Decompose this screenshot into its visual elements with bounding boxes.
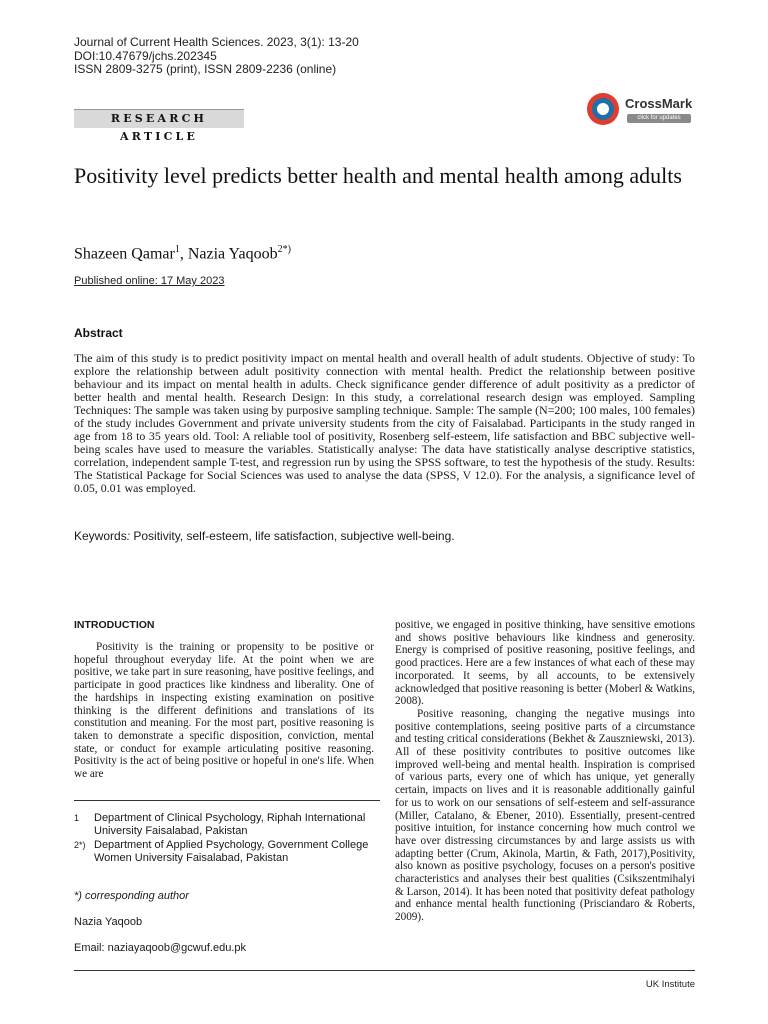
keywords-separator: : — [126, 529, 131, 543]
publisher-name: UK Institute — [645, 979, 695, 990]
keywords-label: Keywords — [74, 529, 127, 543]
author-affiliation-mark: 1 — [174, 244, 180, 255]
corresponding-author-note: *) corresponding author — [74, 890, 189, 902]
footnote-text: Department of Applied Psychology, Government College Women University Faisalabad, Pakistan — [94, 839, 369, 864]
author-affiliation-mark: 2*) — [277, 244, 291, 255]
footnote-divider — [74, 800, 380, 801]
corresponding-author-name: Nazia Yaqoob — [74, 916, 143, 928]
research-article-badge: RESEARCH ARTICLE — [74, 109, 244, 128]
abstract-body: The aim of this study is to predict positivity impact on mental health and overall health of adult students. Objective of study: To explore the relationship between adult positivity connection with mental health. Predict the relationship between positive behaviour and its impact on mental health in adults. Check significance gender difference of adult positivity as a predictor of better health and mental health. Research Design: In this study, a correlational research design was employed. Sampling Techniques: The sample was taken using by purposive sampling technique. Sample: The sample (N=200; 100 males, 100 females) of the study includes Government and private university students from the city of Faisalabad. Participants in the study ranged in age from 18 to 35 years old. Tool: A reliable tool of positivity, Rosenberg self-esteem, life satisfaction and BBC subjective well-being scales have used to measure the variables. Statistically analyse: The data have statistically analyse descriptive statistics, correlation, independent sample T-test, and regression run by using the SPSS software, to test the hypothesis of the study. Results: The Statistical Package for Social Sciences was used to analyse the data (SPSS, V 12.0). For the analysis, a significance level of 0.05, 0.01 was employed. — [74, 351, 695, 495]
body-paragraph: positive, we engaged in positive thinking, have sensitive emotions and shows positive behaviours like kindness and generosity. Energy is comprised of positive reasoning, positive feelings, and good practices. Here are a few instances of what each of these may incorporated. It seems, by all accounts, to be extensively acknowledged that positive reasoning is better (Moberl & Watkins, 2008). — [395, 619, 695, 708]
author-name: Shazeen Qamar — [74, 245, 175, 263]
keywords-line — [74, 529, 455, 543]
footer-divider — [74, 970, 695, 971]
left-column — [74, 619, 374, 781]
author-separator: , — [179, 245, 188, 263]
corresponding-author-email[interactable]: Email: naziayaqoob@gcwuf.edu.pk — [74, 942, 246, 954]
published-date: Published online: 17 May 2023 — [74, 275, 225, 287]
issn-line: ISSN 2809-3275 (print), ISSN 2809-2236 (online) — [74, 62, 337, 76]
right-column — [395, 619, 695, 924]
body-paragraph: Positivity is the training or propensity to be positive or hopeful throughout everyday life. At the point when we are positive, we take part in sure reasoning, have positive feelings, and participate in good practices like kindness and liberality. One of the hardships in inspecting existing examination on positive thinking is the different definitions and translations of its constitution and meaning. For the most part, positive reasoning is taken to demonstrate a specific disposition, conviction, mental state, or conduct for example articulating positive reasoning. Positivity is the act of being positive or hopeful in one's life. When we are — [74, 641, 374, 781]
footnote-affiliation-1 — [74, 812, 384, 840]
introduction-heading: INTRODUCTION — [74, 619, 155, 631]
journal-citation: Journal of Current Health Sciences. 2023, 3(1): 13-20 — [74, 35, 359, 49]
author-name: Nazia Yaqoob — [187, 245, 278, 263]
footnote-mark: 1 — [74, 813, 80, 823]
footnote-text: Department of Clinical Psychology, Riphah International University Faisalabad, Pakistan — [94, 812, 366, 837]
footnote-mark: 2*) — [74, 840, 86, 850]
footnote-affiliation-2 — [74, 839, 384, 867]
article-title: Positivity level predicts better health and mental health among adults — [74, 163, 682, 188]
keywords-list: Positivity, self-esteem, life satisfaction, subjective well-being. — [130, 529, 455, 543]
crossmark-icon — [587, 93, 619, 125]
doi-link[interactable]: DOI:10.47679/jchs.202345 — [74, 49, 217, 63]
crossmark-button[interactable] — [587, 93, 693, 129]
crossmark-subtitle: click for updates — [627, 114, 691, 123]
body-paragraph: Positive reasoning, changing the negative musings into positive contemplations, seeing positive parts of a circumstance and testing critical considerations (Bekhet & Zauszniewski, 2013). All of these positivity contributes to positive outcomes like improved well-being and mental health. Inspiration is comprised of various parts, every one of which has unique, yet generally certain, impacts on lives and it is reasonable additionally gainful for us to work on our sensations of self-esteem and self-assurance (Miller, Catalano, & Ebener, 2010). Essentially, present-centred positive intuition, for instance concerning how much control we have over distressing circumstances by and large assists us with adapting better (Crum, Akinola, Martin, & Fath, 2017),Positivity, also known as positive psychology, focuses on a person's positive characteristics and analyses their best qualities (Csikszentmihalyi & Larson, 2014). It has been noted that positivity defeat pathology and enhance mental health functioning (Prisciandaro & Roberts, 2009). — [395, 707, 695, 924]
abstract-heading: Abstract — [74, 326, 123, 340]
crossmark-label: CrossMark — [625, 96, 693, 111]
author-list — [74, 244, 291, 263]
